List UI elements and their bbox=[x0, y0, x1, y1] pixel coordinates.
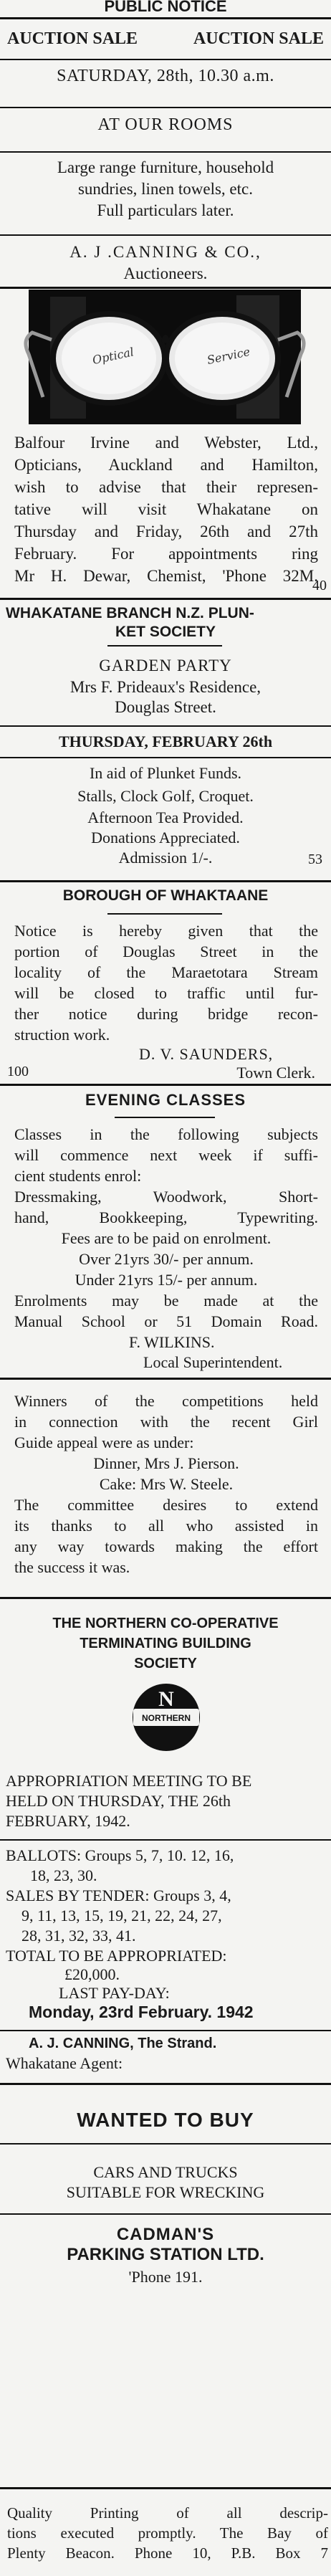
wanted-firm-line: PARKING STATION LTD. bbox=[67, 2245, 264, 2264]
payday-date: Monday, 23rd February. 1942 bbox=[29, 2003, 254, 2021]
girl-guides-body bbox=[14, 1390, 318, 1578]
payday-label: LAST PAY-DAY: bbox=[59, 1984, 170, 2002]
evening-classes-body bbox=[14, 1124, 318, 1332]
meeting-line: HELD ON THURSDAY, THE 26th bbox=[6, 1792, 231, 1810]
total-amount: £20,000. bbox=[64, 1965, 120, 1983]
divider bbox=[0, 757, 331, 758]
borough-line: struction work. bbox=[14, 1026, 110, 1044]
plunket-venue-line: Mrs F. Prideaux's Residence, bbox=[69, 678, 262, 696]
borough-signatory: D. V. SAUNDERS, bbox=[139, 1045, 274, 1063]
plunket-detail: Afternoon Tea Provided. bbox=[87, 808, 244, 826]
plunket-venue-line: Douglas Street. bbox=[115, 698, 216, 716]
divider bbox=[0, 2143, 331, 2145]
wanted-phone: 'Phone 191. bbox=[128, 2268, 203, 2286]
printing-body bbox=[7, 2503, 328, 2563]
divider bbox=[0, 1084, 331, 1086]
auction-date: SATURDAY, 28th, 10.30 a.m. bbox=[57, 67, 274, 85]
northern-logo-text: NORTHERN bbox=[142, 1713, 191, 1723]
total-label: TOTAL TO BE APPROPRIATED: bbox=[6, 1947, 227, 1965]
ballots-line: 18, 23, 30. bbox=[30, 1866, 97, 1884]
divider bbox=[0, 287, 331, 289]
printing-line: Plenty Beacon. Phone 10, P.B. Box 7 bbox=[7, 2544, 328, 2562]
opticians-line: Thursday and Friday, 26th and 27th bbox=[14, 523, 318, 540]
divider bbox=[0, 151, 331, 153]
divider bbox=[0, 725, 331, 727]
borough-body bbox=[14, 920, 318, 1045]
wanted-firm-line: CADMAN'S bbox=[116, 2225, 215, 2244]
plunket-detail: Stalls, Clock Golf, Croquet. bbox=[77, 787, 254, 805]
plunket-detail: Donations Appreciated. bbox=[91, 829, 240, 846]
auction-title bbox=[7, 29, 324, 49]
evening-classes-line: Over 21yrs 30/- per annum. bbox=[79, 1250, 254, 1268]
auction-venue: AT OUR ROOMS bbox=[97, 115, 234, 134]
divider bbox=[0, 1378, 331, 1380]
opticians-line: wish to advise that their represen- bbox=[14, 478, 318, 496]
girl-guides-notice bbox=[0, 1380, 331, 1593]
agent-role: Whakatane Agent: bbox=[6, 2054, 123, 2072]
tender-line: SALES BY TENDER: Groups 3, 4, bbox=[6, 1886, 231, 1904]
divider bbox=[107, 913, 222, 915]
printing-line: tions executed promptly. The Bay of bbox=[7, 2524, 328, 2542]
opticians-ref: 40 bbox=[312, 578, 327, 593]
spectacles-image bbox=[0, 290, 331, 426]
divider bbox=[0, 1839, 331, 1841]
northern-logo-letter: N bbox=[158, 1687, 174, 1711]
auction-body-line: sundries, linen towels, etc. bbox=[77, 180, 253, 198]
borough-line: portion of Douglas Street in the bbox=[14, 943, 318, 960]
borough-office: Town Clerk. bbox=[236, 1064, 315, 1082]
opticians-line: Opticians, Auckland and Hamilton, bbox=[14, 456, 318, 474]
opticians-line: tative will visit Whakatane on bbox=[14, 500, 318, 518]
evening-classes-line: hand, Bookkeeping, Typewriting. bbox=[14, 1208, 318, 1226]
ballots-line: BALLOTS: Groups 5, 7, 10. 12, 16, bbox=[6, 1846, 234, 1864]
divider bbox=[0, 1597, 331, 1599]
divider bbox=[0, 2213, 331, 2215]
svg-text:Service: Service bbox=[206, 344, 251, 368]
plunket-title-line: WHAKATANE BRANCH N.Z. PLUN- bbox=[6, 605, 254, 621]
evening-classes-line: Dressmaking, Woodwork, Short- bbox=[14, 1188, 318, 1206]
girl-guides-line: Cake: Mrs W. Steele. bbox=[99, 1475, 234, 1493]
wanted-title: WANTED TO BUY bbox=[77, 2109, 254, 2131]
divider bbox=[0, 2030, 331, 2031]
plunket-title-line: KET SOCIETY bbox=[115, 624, 216, 640]
printing-line: Quality Printing of all descrip- bbox=[7, 2504, 328, 2522]
evening-classes-line: cient students enrol: bbox=[14, 1167, 142, 1185]
opticians-line: Balfour Irvine and Webster, Ltd., bbox=[14, 434, 318, 452]
borough-line: Notice is hereby given that the bbox=[14, 922, 318, 940]
evening-classes-signatory: F. WILKINS. bbox=[129, 1333, 215, 1351]
wanted-line: CARS AND TRUCKS bbox=[93, 2163, 238, 2181]
building-society-title-line: THE NORTHERN CO-OPERATIVE bbox=[52, 1616, 279, 1631]
evening-classes-line: Fees are to be paid on enrolment. bbox=[61, 1229, 272, 1247]
girl-guides-line: any way towards making the effort bbox=[14, 1537, 318, 1555]
divider bbox=[0, 107, 331, 108]
borough-line: ther notice during bridge recon- bbox=[14, 1005, 318, 1023]
building-society-title-line: SOCIETY bbox=[134, 1656, 197, 1671]
girl-guides-line: Dinner, Mrs J. Pierson. bbox=[93, 1454, 239, 1472]
evening-classes-line: Manual School or 51 Domain Road. bbox=[14, 1312, 318, 1330]
divider bbox=[0, 234, 331, 236]
girl-guides-line: in connection with the recent Girl bbox=[14, 1413, 318, 1431]
plunket-date: THURSDAY, FEBRUARY 26th bbox=[58, 733, 273, 750]
divider bbox=[0, 2487, 331, 2489]
plunket-notice bbox=[0, 601, 331, 895]
opticians-line: February. For appointments ring bbox=[14, 545, 318, 563]
meeting-line: FEBRUARY, 1942. bbox=[6, 1812, 130, 1830]
wanted-notice bbox=[0, 2086, 331, 2358]
opticians-line: Mr H. Dewar, Chemist, 'Phone 32M. bbox=[14, 567, 318, 585]
building-society-notice bbox=[0, 1600, 331, 2145]
evening-classes-line: Enrolments may be made at the bbox=[14, 1292, 318, 1310]
girl-guides-line: The committee desires to extend bbox=[14, 1496, 318, 1514]
girl-guides-line: Guide appeal were as under: bbox=[14, 1434, 194, 1451]
spectacles-illustration bbox=[0, 290, 331, 426]
divider bbox=[0, 2083, 331, 2085]
evening-classes-line: Under 21yrs 15/- per annum. bbox=[75, 1271, 258, 1289]
girl-guides-line: its thanks to all who assisted in bbox=[14, 1517, 318, 1535]
tender-line: 9, 11, 13, 15, 19, 21, 22, 24, 27, bbox=[21, 1907, 222, 1924]
divider bbox=[0, 880, 331, 882]
printing-notice bbox=[0, 2496, 331, 2576]
evening-classes-title: EVENING CLASSES bbox=[85, 1091, 246, 1109]
plunket-ref: 53 bbox=[308, 851, 322, 867]
building-society-title-line: TERMINATING BUILDING bbox=[80, 1636, 251, 1651]
divider bbox=[0, 59, 331, 60]
public-notice-heading: PUBLIC NOTICE bbox=[104, 0, 227, 15]
northern-logo bbox=[130, 1681, 202, 1753]
auction-title-right: AUCTION SALE bbox=[193, 29, 324, 48]
divider bbox=[115, 1117, 215, 1118]
auction-notice bbox=[0, 19, 331, 328]
auction-role: Auctioneers. bbox=[123, 264, 208, 282]
evening-classes-office: Local Superintendent. bbox=[143, 1353, 283, 1371]
borough-line: will be closed to traffic until fur- bbox=[14, 984, 318, 1002]
borough-line: locality of the Maraetotara Stream bbox=[14, 963, 318, 981]
plunket-event: GARDEN PARTY bbox=[99, 657, 232, 674]
evening-classes-line: will commence next week if suffi- bbox=[14, 1146, 318, 1164]
girl-guides-line: the success it was. bbox=[14, 1558, 130, 1576]
auction-body-line: Full particulars later. bbox=[97, 201, 234, 219]
opticians-body bbox=[14, 431, 318, 587]
opticians-notice bbox=[0, 427, 331, 622]
auction-title-left: AUCTION SALE bbox=[7, 29, 138, 48]
auction-body-line: Large range furniture, household bbox=[57, 158, 274, 176]
girl-guides-line: Winners of the competitions held bbox=[14, 1392, 318, 1410]
agent-name: A. J. CANNING, The Strand. bbox=[29, 2036, 217, 2051]
borough-title: BOROUGH OF WHAKTAANE bbox=[62, 887, 269, 904]
svg-text:Optical: Optical bbox=[91, 345, 135, 368]
divider bbox=[0, 598, 331, 600]
auction-firm: A. J .CANNING & CO., bbox=[69, 243, 262, 261]
evening-classes-line: Classes in the following subjects bbox=[14, 1125, 318, 1143]
meeting-line: APPROPRIATION MEETING TO BE bbox=[6, 1772, 252, 1790]
evening-classes-notice bbox=[0, 1087, 331, 1388]
plunket-detail: In aid of Plunket Funds. bbox=[89, 764, 242, 782]
wanted-line: SUITABLE FOR WRECKING bbox=[66, 2183, 265, 2201]
borough-ref: 100 bbox=[7, 1064, 29, 1079]
tender-line: 28, 31, 32, 33, 41. bbox=[21, 1927, 136, 1945]
public-notice-header bbox=[0, 0, 331, 19]
plunket-admission: Admission 1/-. bbox=[118, 849, 213, 867]
divider bbox=[107, 645, 222, 647]
